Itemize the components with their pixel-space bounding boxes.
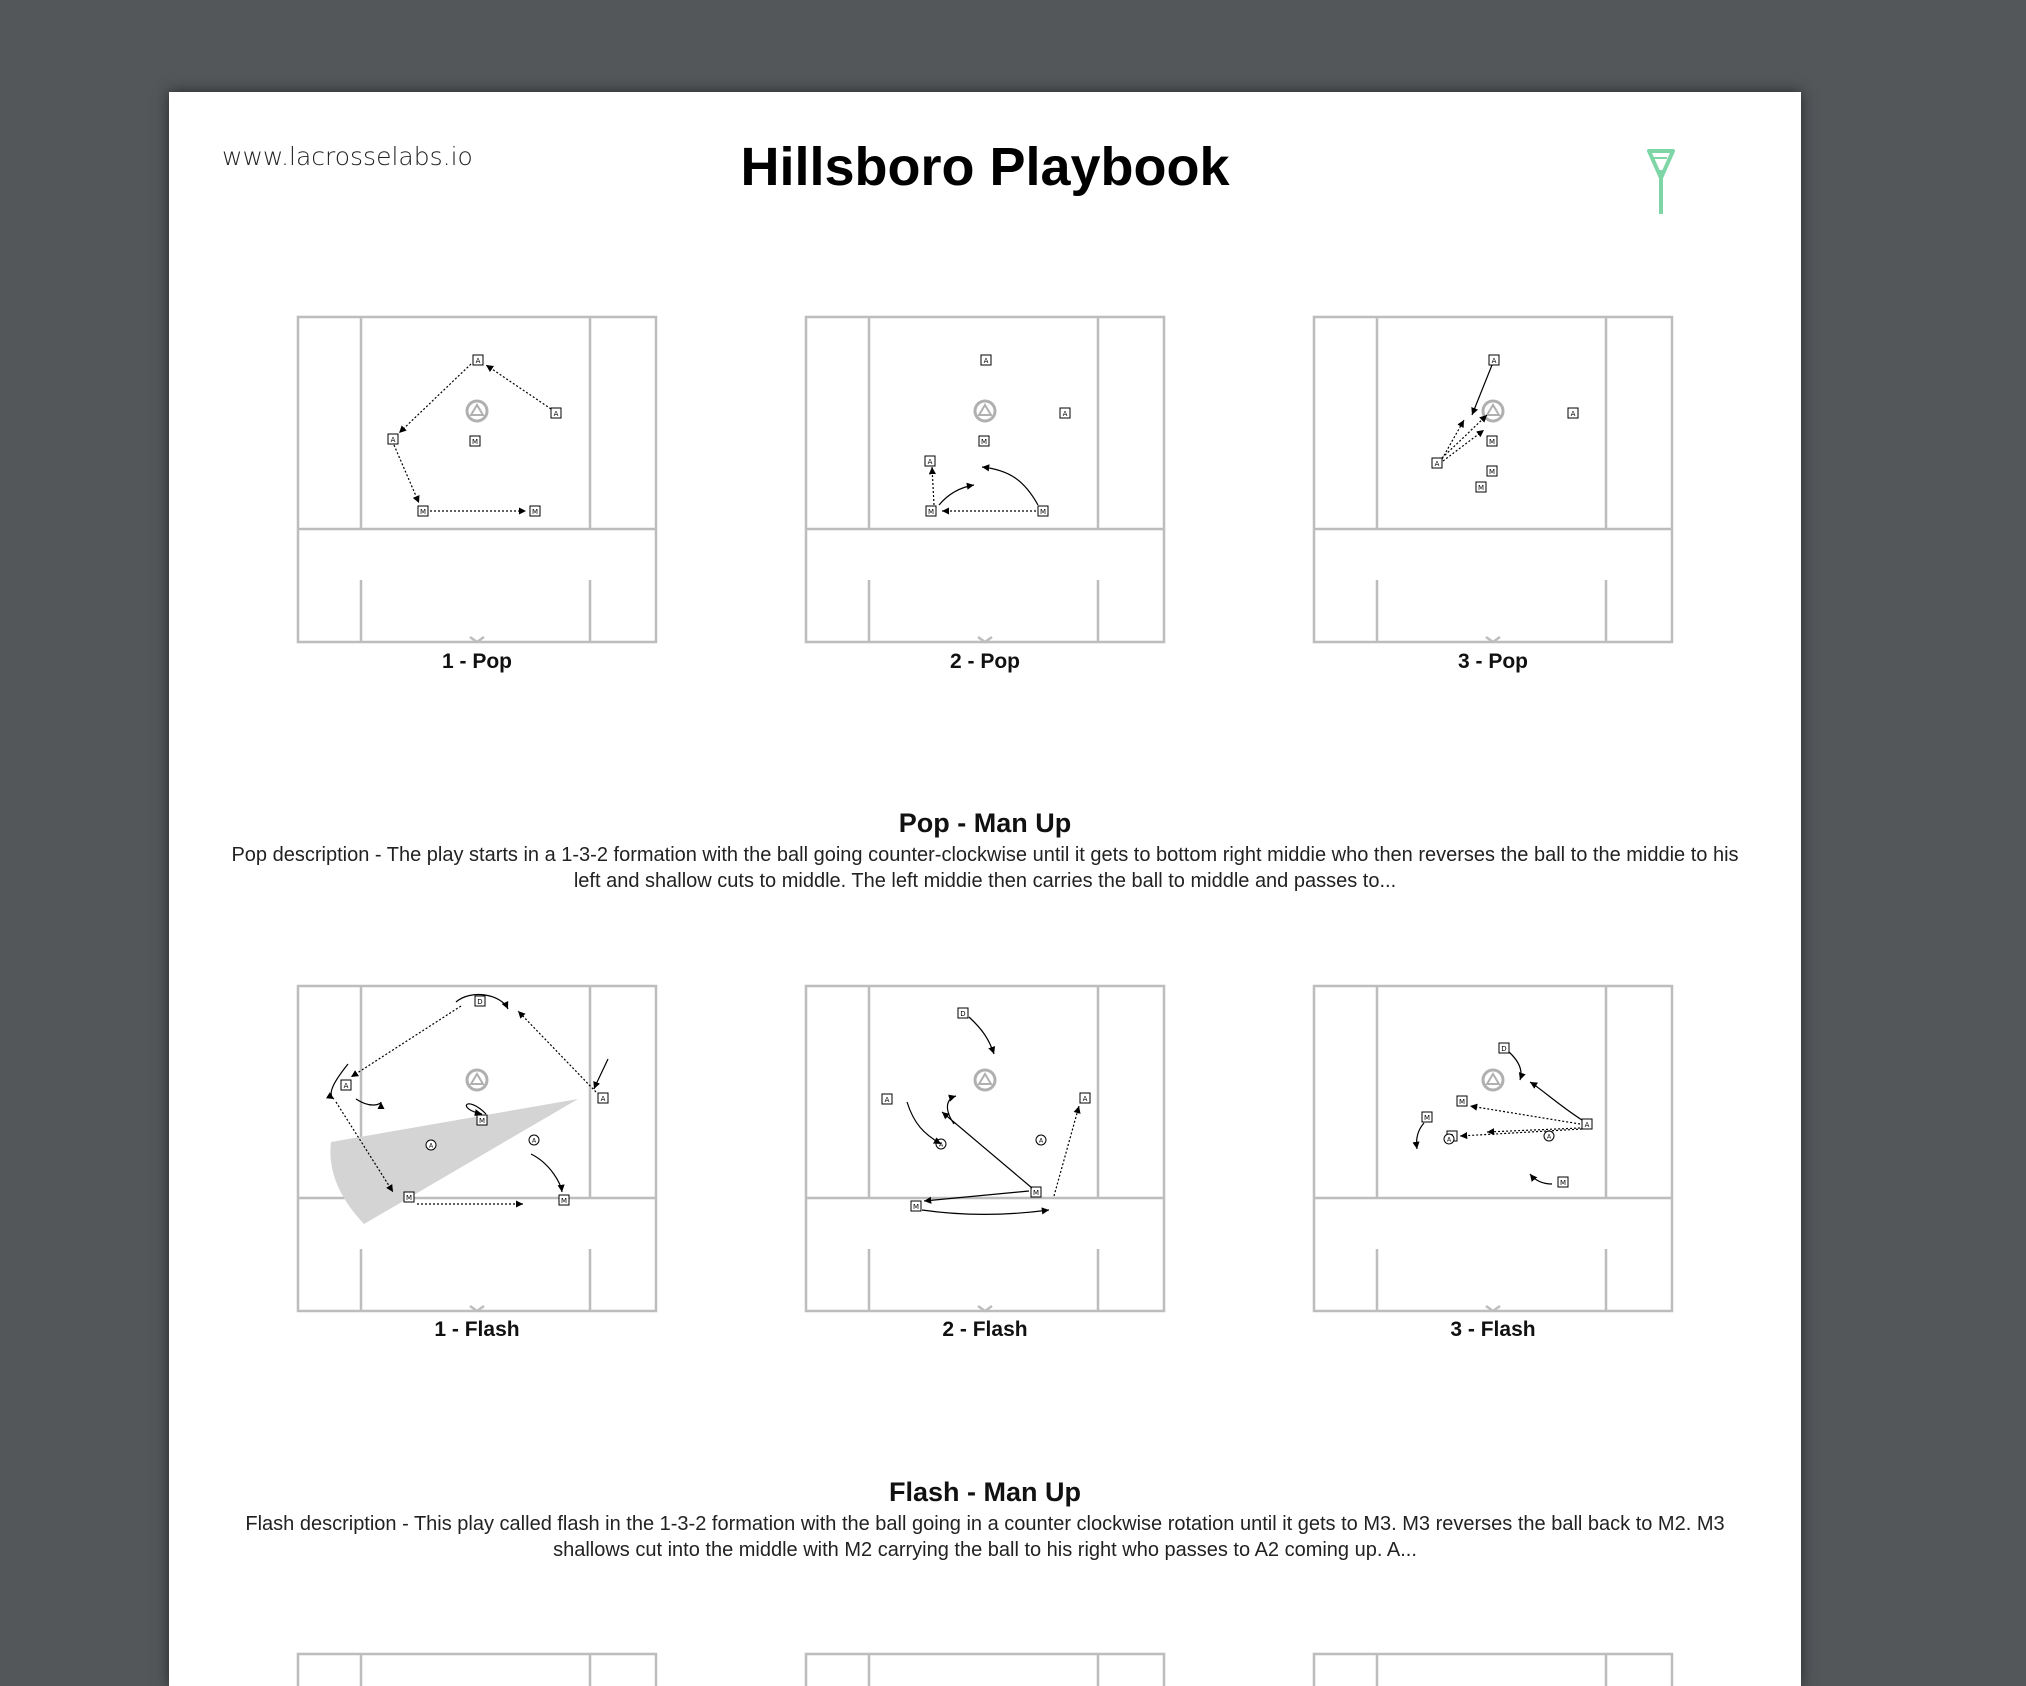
play-diagram-flash-3[interactable] (1312, 984, 1674, 1314)
field-lines (806, 1654, 1164, 1686)
svg-text:M: M (927, 508, 935, 516)
player-marker (981, 355, 991, 365)
play-caption: 3 - Flash (1450, 1318, 1536, 1341)
svg-text:D: D (960, 1010, 966, 1018)
svg-text:A: A (343, 1082, 349, 1090)
play-diagram-pop-1[interactable] (296, 315, 658, 645)
svg-text:A: A (938, 1141, 944, 1149)
player-marker (1568, 408, 1578, 418)
field-lines (806, 317, 1164, 642)
svg-text:A: A (600, 1095, 606, 1103)
site-url[interactable]: www.lacrosselabs.io (222, 142, 473, 171)
cut-arrow (531, 1154, 562, 1192)
goal-crease-icon (975, 1070, 995, 1090)
svg-text:M: M (1488, 438, 1496, 446)
pass-arrow (518, 1011, 596, 1092)
player-marker (925, 456, 935, 466)
svg-text:M: M (1423, 1114, 1431, 1122)
player-marker (1487, 436, 1497, 446)
player-marker (1499, 1043, 1509, 1053)
player-marker (911, 1201, 921, 1211)
section-title: Pop - Man Up (898, 808, 1072, 838)
cut-arrow (1472, 365, 1492, 415)
player-marker (1457, 1096, 1467, 1106)
player-marker (1489, 355, 1499, 365)
player-marker (475, 996, 485, 1006)
play-diagram-partial-2[interactable] (804, 1652, 1166, 1686)
play-diagram-pop-2[interactable] (804, 315, 1166, 645)
player-marker (530, 506, 540, 516)
player-marker (1432, 458, 1442, 468)
shooting-lane (330, 1099, 578, 1224)
svg-text:A: A (1570, 410, 1576, 418)
player-marker (559, 1195, 569, 1205)
cut-arrow (982, 467, 1038, 505)
player-marker (341, 1080, 351, 1090)
section-description: Flash description - This play called flash in the 1-3-2 formation with the ball going in a counter clockwise rotation until it gets to M3. M3 reverses the ball back to M2. M3 shallows cut into the middle with M2 carrying the ball to his right who passes to A2 coming up. A... (245, 1513, 1725, 1561)
svg-text:A: A (927, 458, 933, 466)
svg-text:A: A (475, 357, 481, 365)
pass-arrow (932, 467, 934, 505)
cut-arrow (924, 1191, 1029, 1201)
pass-arrow (1470, 1106, 1580, 1124)
cut-arrow (1509, 1052, 1521, 1080)
player-marker (477, 1115, 487, 1125)
player-marker (470, 436, 480, 446)
cut-arrow (969, 1017, 994, 1054)
svg-text:M: M (1559, 1179, 1567, 1187)
svg-text:A: A (983, 357, 989, 365)
svg-text:M: M (531, 508, 539, 516)
svg-text:A: A (390, 436, 396, 444)
pass-arrow (351, 1006, 461, 1077)
player-marker (882, 1094, 892, 1104)
svg-text:D: D (1501, 1045, 1507, 1053)
svg-text:M: M (1477, 484, 1485, 492)
svg-text:A: A (1082, 1095, 1088, 1103)
svg-text:A: A (1446, 1136, 1452, 1144)
field-lines (298, 317, 656, 642)
svg-text:M: M (1458, 1098, 1466, 1106)
play-diagram-pop-3[interactable] (1312, 315, 1674, 645)
player-marker (1060, 408, 1070, 418)
svg-text:M: M (405, 1194, 413, 1202)
svg-text:M: M (980, 438, 988, 446)
pass-arrow (394, 445, 419, 503)
svg-text:M: M (560, 1197, 568, 1205)
defender-marker (529, 1135, 539, 1145)
svg-text:A: A (1038, 1137, 1044, 1145)
cut-arrow (594, 1059, 608, 1089)
defender-marker (1544, 1131, 1554, 1141)
cut-arrow (922, 1210, 1049, 1215)
defender-marker (1036, 1135, 1046, 1145)
pass-arrow (1054, 1106, 1079, 1196)
player-marker (1422, 1112, 1432, 1122)
play-diagram-flash-2[interactable] (804, 984, 1166, 1314)
play-caption: 2 - Pop (949, 650, 1020, 673)
player-marker (1487, 466, 1497, 476)
play-diagram-flash-1[interactable] (296, 984, 658, 1314)
goal-crease-icon (467, 401, 487, 421)
section-title: Flash - Man Up (888, 1477, 1081, 1507)
svg-text:A: A (1546, 1133, 1552, 1141)
section-description: Pop description - The play starts in a 1-3-2 formation with the ball going counter-clockwise until it gets to bottom right middie who then reverses the ball to the middie to his left and shallow cuts to middle. The left middie then carries the ball to middle and passes to... (231, 844, 1739, 892)
pass-arrow (399, 364, 471, 433)
goal-crease-icon (467, 1070, 487, 1090)
player-marker (1038, 506, 1048, 516)
cut-arrow (1530, 1174, 1552, 1184)
svg-text:A: A (1062, 410, 1068, 418)
field-lines (1314, 1654, 1672, 1686)
player-marker (1031, 1187, 1041, 1197)
lacrosse-stick-icon (1643, 148, 1679, 216)
player-marker (404, 1192, 414, 1202)
cut-arrow (939, 485, 974, 505)
player-marker (1558, 1177, 1568, 1187)
svg-text:M: M (1039, 508, 1047, 516)
player-marker (958, 1008, 968, 1018)
defender-marker (1444, 1134, 1454, 1144)
svg-text:A: A (1434, 460, 1440, 468)
svg-text:M: M (912, 1203, 920, 1211)
cut-arrow (466, 1104, 486, 1114)
pass-arrow (1460, 1129, 1582, 1136)
svg-text:M: M (1032, 1189, 1040, 1197)
svg-text:M: M (1488, 468, 1496, 476)
goal-crease-icon (1483, 401, 1503, 421)
play-diagram-partial-1[interactable] (296, 1652, 658, 1686)
player-marker (473, 355, 483, 365)
play-caption: 2 - Flash (942, 1318, 1028, 1341)
player-marker (598, 1093, 608, 1103)
svg-text:A: A (1491, 357, 1497, 365)
page-title: Hillsboro Playbook (740, 137, 1230, 197)
pass-arrow (1442, 415, 1487, 458)
player-marker (418, 506, 428, 516)
player-marker (1582, 1119, 1592, 1129)
play-caption: 3 - Pop (1457, 650, 1528, 673)
cut-arrow (1417, 1123, 1424, 1149)
goal-crease-icon (975, 401, 995, 421)
player-marker (1476, 482, 1486, 492)
goal-crease-icon (1483, 1070, 1503, 1090)
pass-arrow (1443, 430, 1484, 461)
field-lines (1314, 317, 1672, 642)
player-marker (979, 436, 989, 446)
pass-arrow (486, 365, 551, 409)
svg-text:A: A (884, 1096, 890, 1104)
svg-text:A: A (428, 1142, 434, 1150)
play-caption: 1 - Pop (441, 650, 512, 673)
svg-text:M: M (419, 508, 427, 516)
player-marker (926, 506, 936, 516)
play-diagram-partial-3[interactable] (1312, 1652, 1674, 1686)
svg-text:A: A (531, 1137, 537, 1145)
defender-marker (426, 1140, 436, 1150)
svg-text:A: A (1584, 1121, 1590, 1129)
svg-text:A: A (553, 410, 559, 418)
cut-arrow (942, 1112, 1032, 1188)
field-lines (298, 1654, 656, 1686)
player-marker (388, 434, 398, 444)
cut-arrow (1530, 1082, 1582, 1120)
svg-text:M: M (471, 438, 479, 446)
playbook-page (169, 92, 1801, 1686)
field-lines (1314, 986, 1672, 1311)
play-caption: 1 - Flash (434, 1318, 520, 1341)
cut-arrow (907, 1102, 941, 1144)
player-marker (551, 408, 561, 418)
svg-text:M: M (478, 1117, 486, 1125)
svg-text:D: D (477, 998, 483, 1006)
player-marker (1080, 1093, 1090, 1103)
